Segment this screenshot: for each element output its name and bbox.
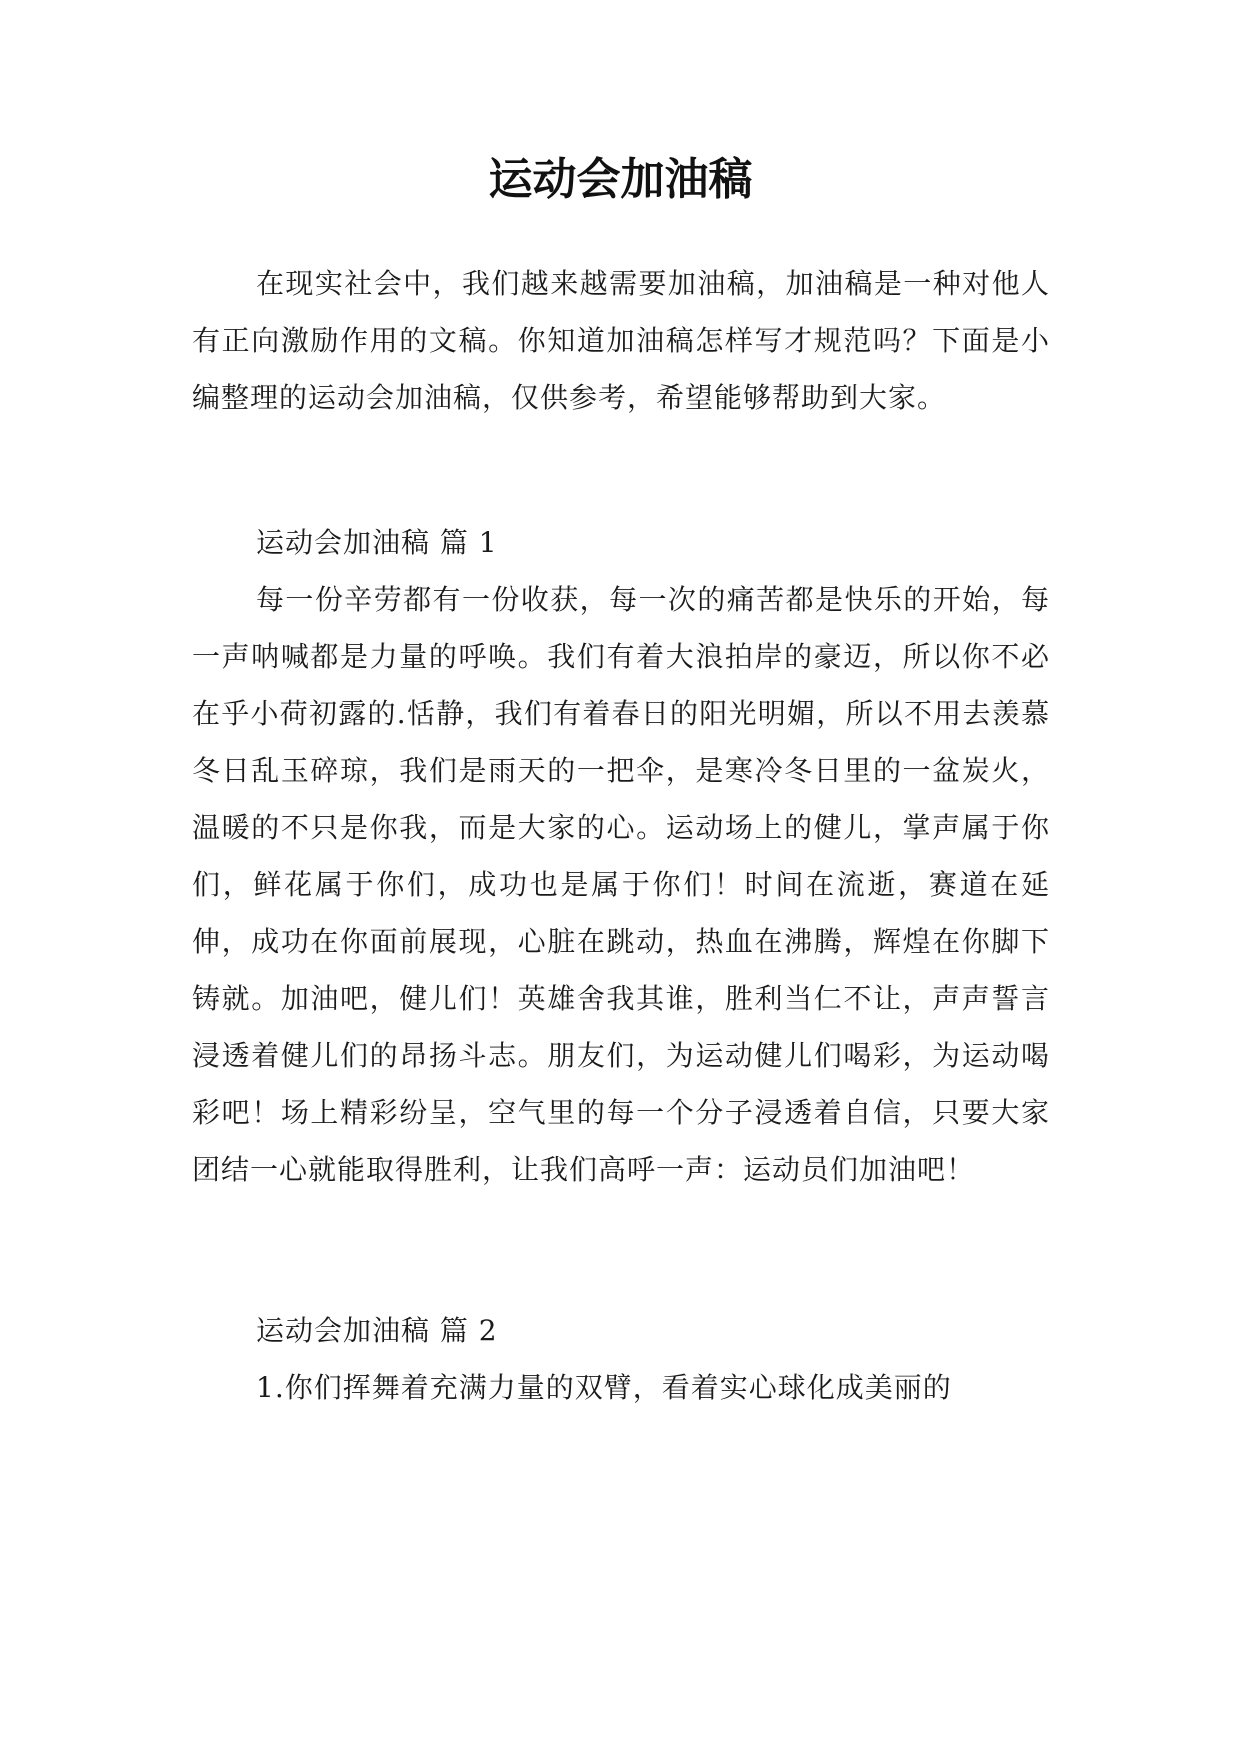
document-title: 运动会加油稿 — [488, 154, 753, 205]
section-2-body: 1.你们挥舞着充满力量的双臂，看着实心球化成美丽的 — [256, 1371, 952, 1404]
section-2-heading: 运动会加油稿 篇 2 — [256, 1314, 498, 1347]
intro-paragraph: 在现实社会中，我们越来越需要加油稿，加油稿是一种对他人有正向激励作用的文稿。你知道加油稿怎样写才规范吗？下面是小编整理的运动会加油稿，仅供参考，希望能够帮助到大家。 — [192, 267, 1050, 414]
section-1-body: 每一份辛劳都有一份收获，每一次的痛苦都是快乐的开始，每一声呐喊都是力量的呼唤。我们有着大浪拍岸的豪迈，所以你不必在乎小荷初露的.恬静，我们有着春日的阳光明媚，所以不用去羡慕冬日乱玉碎琼，我们是雨天的一把伞，是寒冷冬日里的一盆炭火，温暖的不只是你我，而是大家的心。运动场上的健儿，掌声属于你们，鲜花属于你们，成功也是属于你们！时间在流逝，赛道在延伸，成功在你面前展现，心脏在跳动，热血在沸腾，辉煌在你脚下铸就。加油吧，健儿们！英雄舍我其谁，胜利当仁不让，声声誓言浸透着健儿们的昂扬斗志。朋友们，为运动健儿们喝彩，为运动喝彩吧！场上精彩纷呈，空气里的每一个分子浸透着自信，只要大家团结一心就能取得胜利，让我们高呼一声：运动员们加油吧！ — [192, 583, 1050, 1186]
section-1-heading: 运动会加油稿 篇 1 — [256, 526, 498, 559]
